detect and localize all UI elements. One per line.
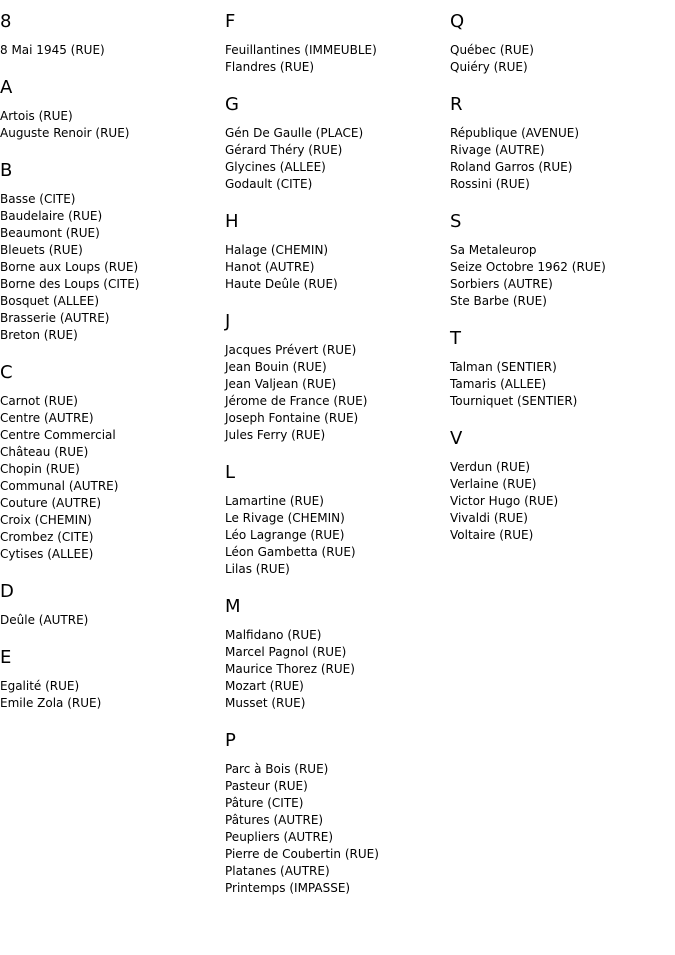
- letter-heading: G: [225, 94, 239, 115]
- street-item: Bosquet (ALLEE): [0, 294, 100, 308]
- street-item: Bleuets (RUE): [0, 243, 83, 257]
- street-item: Gérard Théry (RUE): [225, 143, 343, 157]
- street-item: Jacques Prévert (RUE): [225, 343, 357, 357]
- street-list: [225, 242, 450, 293]
- street-list: [225, 761, 450, 897]
- street-item: Hanot (AUTRE): [225, 260, 315, 274]
- letter-heading: L: [225, 462, 236, 483]
- letter-group-j: [225, 312, 450, 444]
- street-item: Peupliers (AUTRE): [225, 830, 334, 844]
- street-item: Crombez (CITE): [0, 530, 94, 544]
- street-item: Parc à Bois (RUE): [225, 762, 329, 776]
- index-column-3: [450, 0, 675, 544]
- letter-heading: S: [450, 211, 462, 232]
- letter-group-d: [0, 582, 225, 629]
- letter-heading: H: [225, 211, 239, 232]
- street-item: Joseph Fontaine (RUE): [225, 411, 359, 425]
- street-item: Voltaire (RUE): [450, 528, 534, 542]
- letter-heading: E: [0, 647, 12, 668]
- letter-heading: T: [450, 328, 461, 349]
- letter-heading: J: [225, 311, 231, 332]
- letter-heading: D: [0, 581, 14, 602]
- letter-heading: P: [225, 730, 236, 751]
- street-item: Tamaris (ALLEE): [450, 377, 547, 391]
- street-list: [0, 191, 225, 344]
- street-list: [0, 678, 225, 712]
- street-list: [225, 125, 450, 193]
- letter-heading: B: [0, 160, 13, 181]
- street-item: Communal (AUTRE): [0, 479, 119, 493]
- street-item: Pasteur (RUE): [225, 779, 308, 793]
- letter-group-s: [450, 212, 675, 310]
- street-list: [450, 125, 675, 193]
- street-item: Verlaine (RUE): [450, 477, 537, 491]
- street-item: Mozart (RUE): [225, 679, 304, 693]
- street-item: Marcel Pagnol (RUE): [225, 645, 347, 659]
- street-item: Le Rivage (CHEMIN): [225, 511, 345, 525]
- street-item: Borne aux Loups (RUE): [0, 260, 139, 274]
- street-list: [225, 627, 450, 712]
- letter-heading: F: [225, 11, 236, 32]
- street-item: Talman (SENTIER): [450, 360, 557, 374]
- street-item: Léon Gambetta (RUE): [225, 545, 356, 559]
- letter-heading: 8: [0, 11, 12, 32]
- street-item: République (AVENUE): [450, 126, 580, 140]
- street-item: Flandres (RUE): [225, 60, 314, 74]
- street-item: Seize Octobre 1962 (RUE): [450, 260, 606, 274]
- street-item: Feuillantines (IMMEUBLE): [225, 43, 377, 57]
- letter-heading: R: [450, 94, 463, 115]
- street-item: Léo Lagrange (RUE): [225, 528, 345, 542]
- street-list: [450, 242, 675, 310]
- street-item: Vivaldi (RUE): [450, 511, 528, 525]
- street-item: 8 Mai 1945 (RUE): [0, 43, 105, 57]
- street-item: Victor Hugo (RUE): [450, 494, 559, 508]
- street-list: [225, 493, 450, 578]
- letter-group-p: [225, 731, 450, 897]
- street-item: Croix (CHEMIN): [0, 513, 92, 527]
- street-item: Gén De Gaulle (PLACE): [225, 126, 364, 140]
- street-item: Haute Deûle (RUE): [225, 277, 338, 291]
- street-item: Ste Barbe (RUE): [450, 294, 547, 308]
- street-item: Deûle (AUTRE): [0, 613, 89, 627]
- street-item: Artois (RUE): [0, 109, 73, 123]
- index-column-2: [225, 0, 450, 897]
- street-item: Maurice Thorez (RUE): [225, 662, 355, 676]
- street-item: Sa Metaleurop: [450, 243, 537, 257]
- letter-group-l: [225, 463, 450, 578]
- letter-group-v: [450, 429, 675, 544]
- street-item: Quiéry (RUE): [450, 60, 528, 74]
- street-item: Château (RUE): [0, 445, 89, 459]
- street-list: [450, 359, 675, 410]
- street-item: Pâture (CITE): [225, 796, 304, 810]
- letter-heading: A: [0, 77, 13, 98]
- street-list: [0, 612, 225, 629]
- letter-group-q: [450, 12, 675, 76]
- street-item: Jérome de France (RUE): [225, 394, 368, 408]
- street-item: Rivage (AUTRE): [450, 143, 545, 157]
- letter-group-m: [225, 597, 450, 712]
- street-item: Tourniquet (SENTIER): [450, 394, 578, 408]
- street-item: Baudelaire (RUE): [0, 209, 103, 223]
- street-item: Basse (CITE): [0, 192, 76, 206]
- street-item: Centre Commercial: [0, 428, 116, 442]
- street-item: Printemps (IMPASSE): [225, 881, 351, 895]
- letter-group-t: [450, 329, 675, 410]
- street-item: Auguste Renoir (RUE): [0, 126, 130, 140]
- street-item: Emile Zola (RUE): [0, 696, 102, 710]
- street-item: Sorbiers (AUTRE): [450, 277, 553, 291]
- street-item: Borne des Loups (CITE): [0, 277, 140, 291]
- street-list: [450, 42, 675, 76]
- letter-group-a: [0, 78, 225, 142]
- street-item: Lamartine (RUE): [225, 494, 324, 508]
- street-item: Centre (AUTRE): [0, 411, 94, 425]
- street-item: Pâtures (AUTRE): [225, 813, 324, 827]
- street-item: Verdun (RUE): [450, 460, 531, 474]
- street-item: Glycines (ALLEE): [225, 160, 326, 174]
- letter-group-8: [0, 12, 225, 59]
- street-item: Brasserie (AUTRE): [0, 311, 110, 325]
- street-list: [225, 42, 450, 76]
- letter-heading: C: [0, 362, 13, 383]
- index-column-1: [0, 0, 225, 712]
- street-item: Godault (CITE): [225, 177, 313, 191]
- street-list: [0, 108, 225, 142]
- street-item: Malfidano (RUE): [225, 628, 322, 642]
- street-item: Breton (RUE): [0, 328, 78, 342]
- street-item: Jules Ferry (RUE): [225, 428, 326, 442]
- street-item: Egalité (RUE): [0, 679, 80, 693]
- street-item: Carnot (RUE): [0, 394, 78, 408]
- letter-heading: M: [225, 596, 241, 617]
- letter-group-g: [225, 95, 450, 193]
- street-item: Pierre de Coubertin (RUE): [225, 847, 379, 861]
- letter-heading: V: [450, 428, 463, 449]
- street-item: Platanes (AUTRE): [225, 864, 330, 878]
- letter-group-e: [0, 648, 225, 712]
- street-item: Jean Valjean (RUE): [225, 377, 337, 391]
- street-list: [0, 42, 225, 59]
- letter-group-r: [450, 95, 675, 193]
- street-item: Cytises (ALLEE): [0, 547, 94, 561]
- letter-group-f: [225, 12, 450, 76]
- street-item: Beaumont (RUE): [0, 226, 100, 240]
- letter-group-b: [0, 161, 225, 344]
- street-item: Québec (RUE): [450, 43, 534, 57]
- street-list: [450, 459, 675, 544]
- street-item: Rossini (RUE): [450, 177, 530, 191]
- letter-group-c: [0, 363, 225, 563]
- letter-heading: Q: [450, 11, 465, 32]
- street-item: Chopin (RUE): [0, 462, 80, 476]
- street-item: Halage (CHEMIN): [225, 243, 329, 257]
- letter-group-h: [225, 212, 450, 293]
- street-list: [0, 393, 225, 563]
- street-item: Musset (RUE): [225, 696, 306, 710]
- street-item: Couture (AUTRE): [0, 496, 102, 510]
- street-item: Roland Garros (RUE): [450, 160, 573, 174]
- street-item: Lilas (RUE): [225, 562, 290, 576]
- street-list: [225, 342, 450, 444]
- street-item: Jean Bouin (RUE): [225, 360, 327, 374]
